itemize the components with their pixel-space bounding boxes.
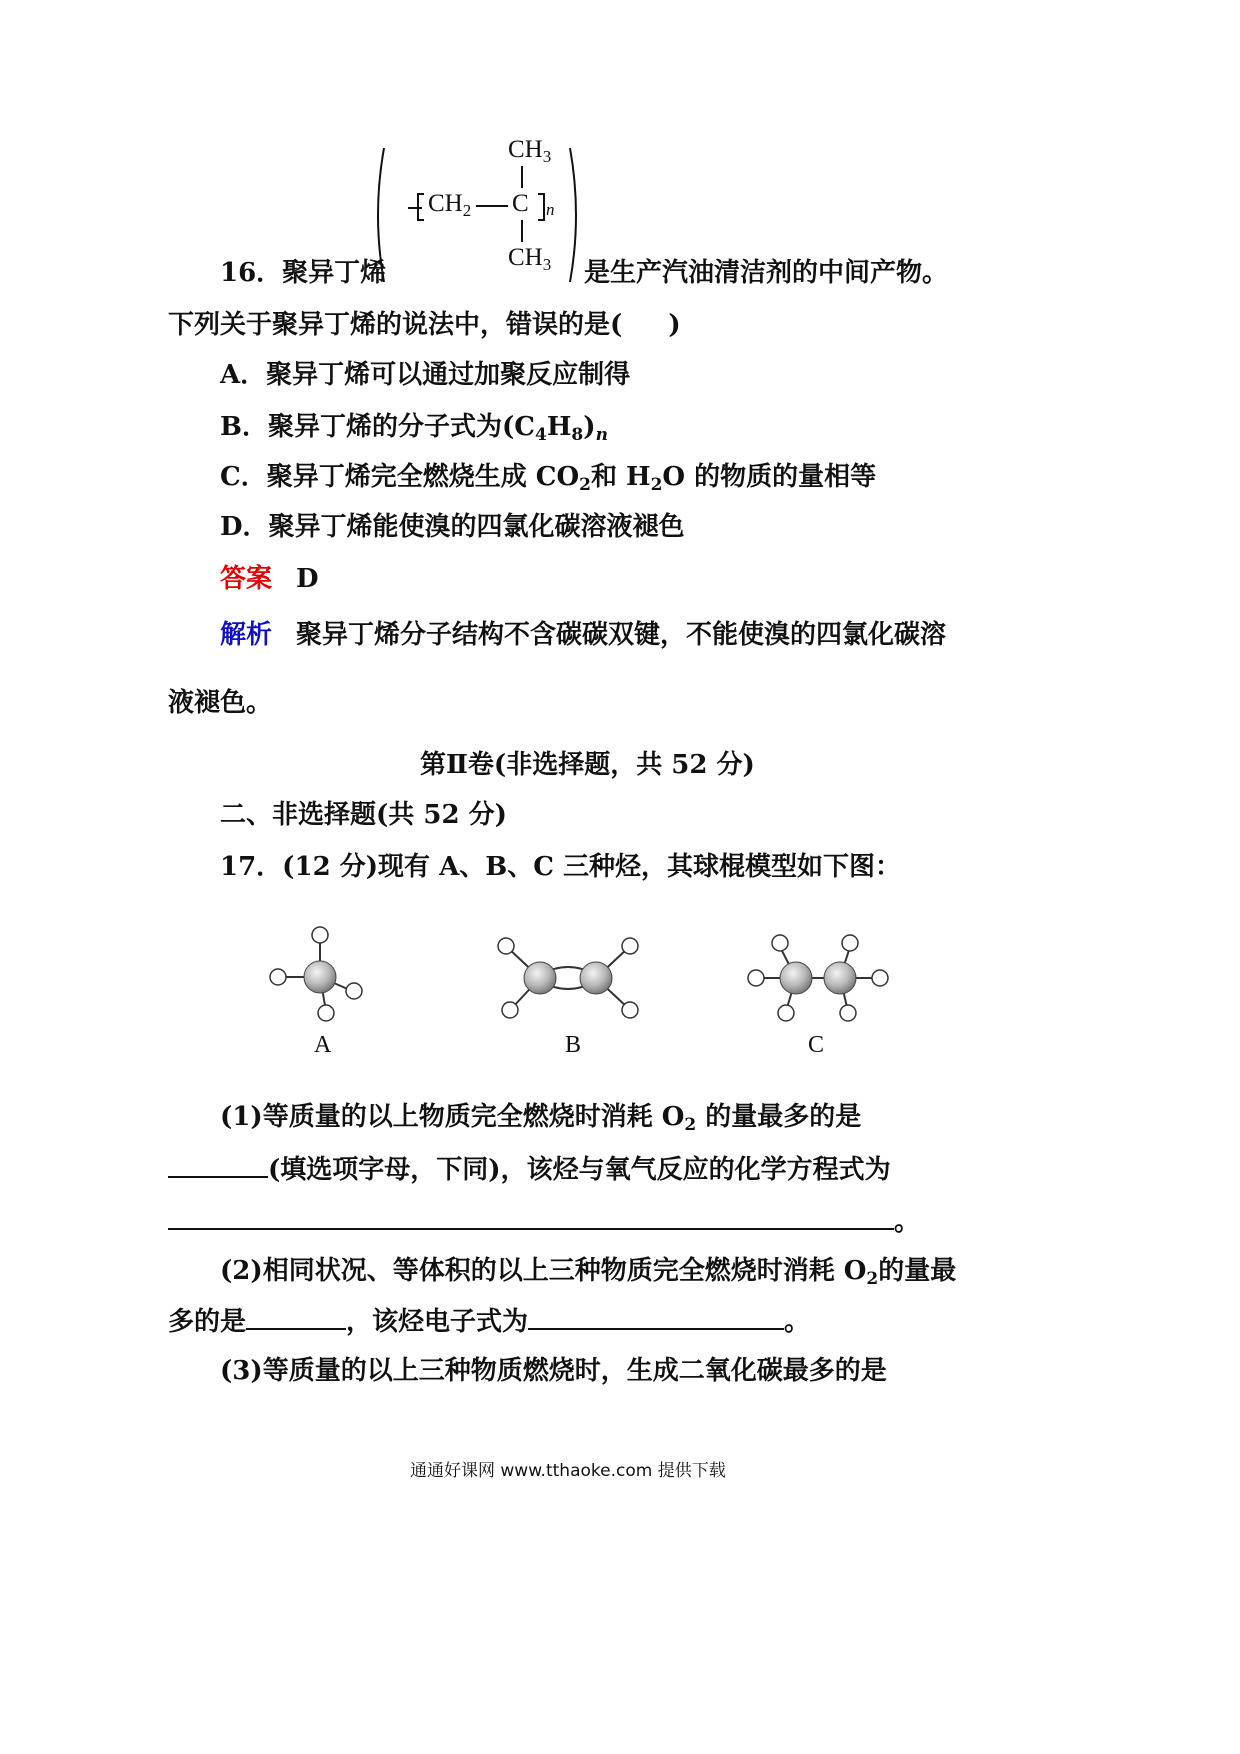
section-subtitle: 二、非选择题(共 52 分)	[220, 800, 507, 830]
option-a: A．聚异丁烯可以通过加聚反应制得	[220, 360, 631, 390]
answer-blank-electron-formula[interactable]	[528, 1304, 784, 1330]
model-c-ethane	[748, 935, 888, 1021]
q17-stem: 17．(12 分)现有 A、B、C 三种烃，其球棍模型如下图：	[220, 852, 901, 882]
q17-p2-line2: 多的是 ，该烃电子式为 。	[168, 1304, 810, 1339]
structure-brackets	[370, 140, 600, 290]
q16-stem-tail: 是生产汽油清洁剂的中间产物。	[584, 258, 949, 288]
q17-p3-line1: (3)等质量的以上三种物质燃烧时，生成二氧化碳最多的是	[220, 1356, 887, 1386]
q17-p2-line1: (2)相同状况、等体积的以上三种物质完全燃烧时消耗 $O_2$的量最	[220, 1256, 957, 1289]
answer-label: 答案	[220, 564, 273, 594]
q17-p1-line3: 。	[168, 1204, 920, 1239]
ch3-top: $CH_3$	[508, 136, 552, 166]
answer-blank-1[interactable]	[168, 1152, 268, 1178]
q16-number: 16．聚异丁烯	[220, 258, 387, 288]
label-c: C	[808, 1032, 825, 1058]
analysis-label: 解析	[220, 620, 273, 650]
option-c: C．聚异丁烯完全燃烧生成 $CO_2$和 $H_2O$ 的物质的量相等	[220, 462, 877, 495]
label-a: A	[314, 1032, 332, 1058]
repeat-n: n	[546, 200, 555, 219]
model-a-methane	[270, 927, 362, 1021]
section-title: 第Ⅱ卷(非选择题，共 52 分)	[420, 750, 755, 780]
option-b: B．聚异丁烯的分子式为$(C_4H_8)_n$	[220, 412, 608, 445]
model-b-ethylene	[498, 938, 638, 1018]
analysis-line1: 解析 聚异丁烯分子结构不含碳碳双键，不能使溴的四氯化碳溶	[220, 620, 947, 650]
answer-value: D	[296, 564, 319, 594]
chain-ch2: $CH_2$	[428, 190, 472, 220]
option-d: D．聚异丁烯能使溴的四氯化碳溶液褪色	[220, 512, 685, 542]
ch3-bottom: $CH_3$	[508, 244, 552, 274]
ball-stick-models	[250, 915, 910, 1025]
footer: 通通好课网 www.tthaoke.com 提供下载	[410, 1461, 726, 1481]
q16-stem-line2: 下列关于聚异丁烯的说法中，错误的是( )	[168, 310, 681, 340]
q17-p1-line1: (1)等质量的以上物质完全燃烧时消耗 $O_2$ 的量最多的是	[220, 1102, 862, 1135]
chain-c: C	[512, 190, 529, 217]
analysis-line2: 液褪色。	[168, 688, 273, 718]
label-b: B	[565, 1032, 582, 1058]
q17-p1-line2: (填选项字母，下同)，该烃与氧气反应的化学方程式为	[168, 1152, 891, 1187]
answer-blank-equation[interactable]	[168, 1204, 894, 1230]
answer	[220, 562, 319, 596]
answer-blank-2[interactable]	[246, 1304, 346, 1330]
